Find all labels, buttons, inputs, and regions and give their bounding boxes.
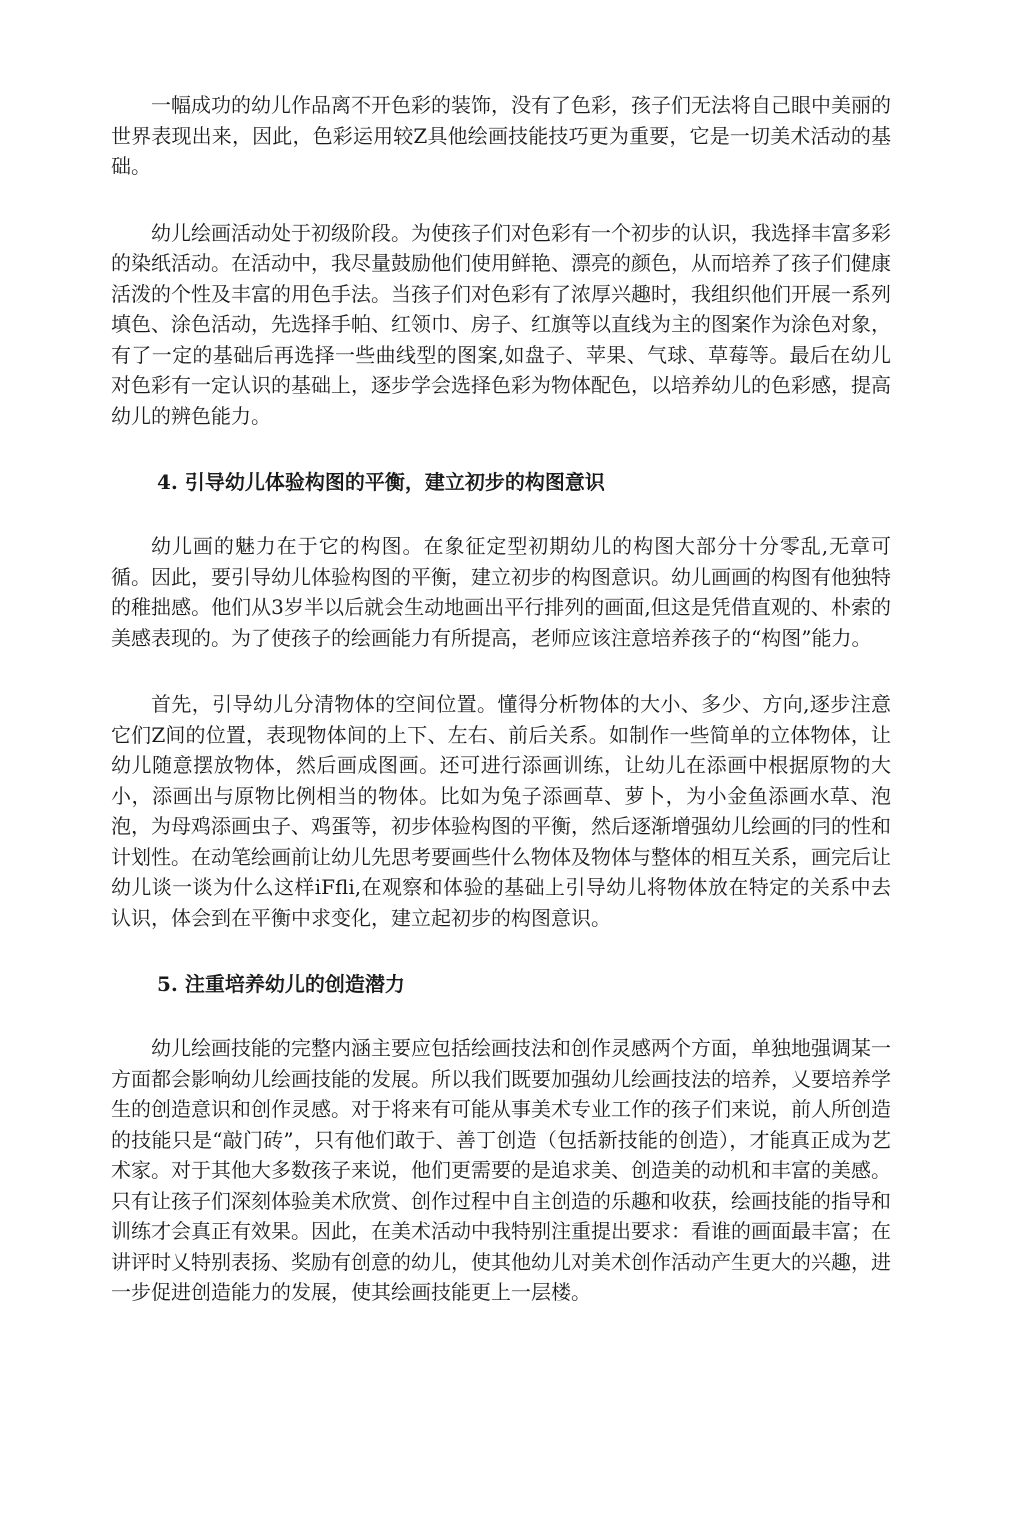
paragraph-creativity: 幼儿绘画技能的完整内涵主要应包括绘画技法和创作灵感两个方面，单独地强调某一方面都会影响幼儿绘画技能的发展。所以我们既要加强幼儿绘画技法的培养，乂要培养学生的创造意识和创作灵感。对于将来有可能从事美术专业工作的孩子们来说，前人所创造的技能只是“敲门砖”，只有他们敢于、善丁创造（包括新技能的创造），才能真正成为艺术家。对于其他大多数孩子来说，他们更需要的是追求美、创造美的动机和丰富的美感。只有让孩子们深刻体验美术欣赏、创作过程中自主创造的乐趣和收获，绘画技能的指导和训练才会真正有效果。因此，在美术活动中我特别注重提出要求：看谁的画面最丰富；在讲评时乂特别表扬、奖励有创意的幼儿，使其他幼儿对美术创作活动产生更大的兴趣，进一步促进创造能力的发展，使其绘画技能更上一层楼。 <box>111 1036 891 1304</box>
spacer <box>111 999 891 1033</box>
paragraph-composition-space: 首先，引导幼儿分清物体的空间位置。懂得分析物体的大小、多少、方向,逐步注意它们Z间的位置，表现物体间的上下、左右、前后关系。如制作一些简单的立体物体，让幼儿随意摆放物体，然后画成图画。还可进行添画训练，让幼儿在添画中根据原物的大小，添画出与原物比例相当的物体。比如为兔子添画草、萝卜，为小金鱼添画水草、泡泡，为母鸡添画虫子、鸡蛋等，初步体验构图的平衡，然后逐渐增强幼儿绘画的冃的性和计划性。在动笔绘画前让幼儿先思考要画些什么物体及物体与整体的相互关系，画完后让幼儿谈一谈为什么这样iFfli,在观察和体验的基础上引导幼儿将物体放在特定的关系中去认识，体会到在平衡中求变化，建立起初步的构图意识。 <box>111 692 891 930</box>
section-heading-5: 5. 注重培养幼儿的创造潜力 <box>157 972 405 996</box>
spacer <box>111 431 891 467</box>
spacer <box>111 933 891 969</box>
spacer <box>111 653 891 689</box>
paragraph-color-activities: 幼儿绘画活动处于初级阶段。为使孩子们对色彩有一个初步的认识，我选择丰富多彩的染纸活动。在活动中，我尽量鼓励他们使用鲜艳、漂亮的颜色，从而培养了孩子们健康活泼的个性及丰富的用色手法。当孩子们对色彩有了浓厚兴趣时，我组织他们开展一系列填色、涂色活动，先选择手帕、红领巾、房子、红旗等以直线为主的图案作为涂色对象，有了一定的基础后再选择一些曲线型的图案,如盘子、苹果、气球、草莓等。最后在幼儿对色彩有一定认识的基础上，逐步学会选择色彩为物体配色，以培养幼儿的色彩感，提高幼儿的辨色能力。 <box>111 220 891 428</box>
paragraph-composition-intro: 幼儿画的魅力在于它的构图。在象征定型初期幼儿的构图大部分十分零乱,无章可循。因此，要引导幼儿体验构图的平衡，建立初步的构图意识。幼儿画画的构图有他独特的稚拙感。他们从3岁半以后就会生动地画出平行排列的画面,但这是凭借直观的、朴索的美感表现的。为了使孩子的绘画能力有所提高，老师应该注意培养孩子的“构图”能力。 <box>111 534 891 650</box>
spacer <box>111 182 891 218</box>
paragraph-color-intro: 一幅成功的幼儿作品离不开色彩的装饰，没有了色彩，孩子们无法将自己眼中美丽的世界表现出来，因此，色彩运用较Z具他绘画技能技巧更为重要，它是一切美术活动的基础。 <box>111 93 891 178</box>
document-page <box>111 90 891 1308</box>
section-heading-4: 4. 引导幼儿体验构图的平衡，建立初步的构图意识 <box>157 470 605 494</box>
spacer <box>111 497 891 531</box>
